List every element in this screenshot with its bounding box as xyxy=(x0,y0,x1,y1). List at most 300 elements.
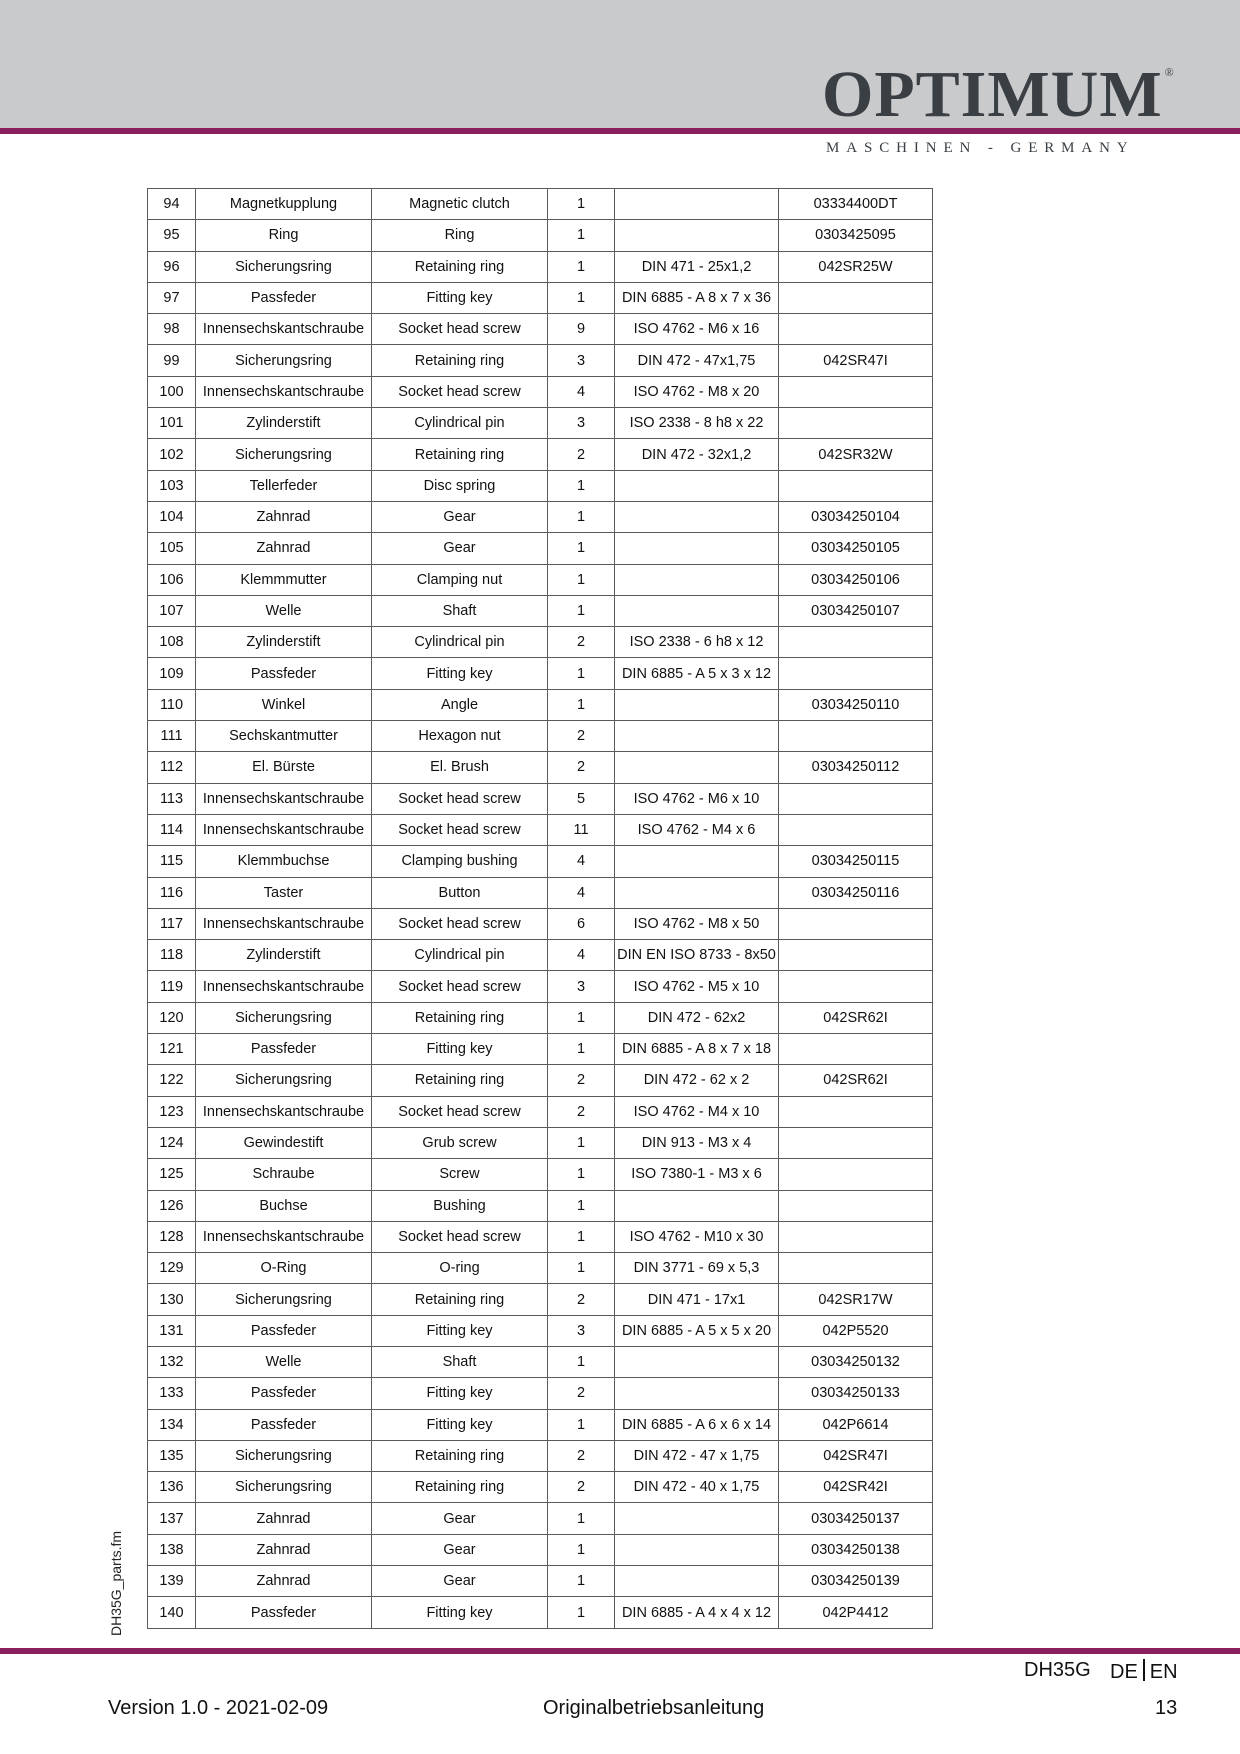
cell-name-en: O-ring xyxy=(372,1253,548,1284)
cell-item-no: 042SR62I xyxy=(779,1002,933,1033)
cell-size: DIN 472 - 47 x 1,75 xyxy=(615,1440,779,1471)
cell-size xyxy=(615,689,779,720)
cell-name-en: Gear xyxy=(372,1503,548,1534)
cell-pos: 103 xyxy=(148,470,196,501)
table-row xyxy=(148,721,933,752)
cell-name-de: Zahnrad xyxy=(196,1566,372,1597)
cell-name-en: Retaining ring xyxy=(372,345,548,376)
cell-size: DIN 6885 - A 8 x 7 x 36 xyxy=(615,282,779,313)
cell-name-en: Cylindrical pin xyxy=(372,940,548,971)
parts-table xyxy=(147,188,933,1629)
cell-size xyxy=(615,1190,779,1221)
cell-item-no xyxy=(779,1253,933,1284)
cell-pos: 133 xyxy=(148,1378,196,1409)
table-row xyxy=(148,877,933,908)
table-row xyxy=(148,314,933,345)
table-row xyxy=(148,595,933,626)
cell-pos: 109 xyxy=(148,658,196,689)
lang-separator xyxy=(1143,1659,1145,1681)
cell-size: ISO 7380-1 - M3 x 6 xyxy=(615,1159,779,1190)
cell-name-de: Sicherungsring xyxy=(196,1440,372,1471)
cell-qty: 4 xyxy=(548,376,615,407)
cell-qty: 1 xyxy=(548,501,615,532)
cell-name-en: Fitting key xyxy=(372,1409,548,1440)
table-row xyxy=(148,846,933,877)
cell-name-de: El. Bürste xyxy=(196,752,372,783)
cell-qty: 3 xyxy=(548,1315,615,1346)
table-row xyxy=(148,1284,933,1315)
cell-name-en: Fitting key xyxy=(372,1378,548,1409)
cell-size xyxy=(615,1346,779,1377)
version-label: Version 1.0 - 2021-02-09 xyxy=(108,1697,329,1719)
cell-qty: 1 xyxy=(548,689,615,720)
cell-name-de: Zylinderstift xyxy=(196,627,372,658)
cell-qty: 2 xyxy=(548,1378,615,1409)
cell-name-de: Welle xyxy=(196,1346,372,1377)
cell-size xyxy=(615,189,779,220)
table-row xyxy=(148,408,933,439)
table-row xyxy=(148,1440,933,1471)
cell-qty: 3 xyxy=(548,408,615,439)
cell-pos: 113 xyxy=(148,783,196,814)
cell-size xyxy=(615,1534,779,1565)
cell-name-de: Zylinderstift xyxy=(196,940,372,971)
cell-pos: 110 xyxy=(148,689,196,720)
cell-name-de: Innensechskantschraube xyxy=(196,908,372,939)
cell-name-de: Winkel xyxy=(196,689,372,720)
cell-name-de: Passfeder xyxy=(196,1597,372,1628)
table-row xyxy=(148,1221,933,1252)
cell-item-no xyxy=(779,721,933,752)
cell-pos: 134 xyxy=(148,1409,196,1440)
cell-qty: 3 xyxy=(548,971,615,1002)
cell-size: DIN 471 - 17x1 xyxy=(615,1284,779,1315)
cell-qty: 1 xyxy=(548,251,615,282)
cell-qty: 1 xyxy=(548,1002,615,1033)
cell-name-en: Angle xyxy=(372,689,548,720)
table-row xyxy=(148,533,933,564)
brand-logo xyxy=(822,58,1175,131)
cell-qty: 1 xyxy=(548,220,615,251)
cell-qty: 1 xyxy=(548,564,615,595)
cell-size: ISO 4762 - M4 x 10 xyxy=(615,1096,779,1127)
cell-qty: 9 xyxy=(548,314,615,345)
cell-item-no xyxy=(779,376,933,407)
cell-size xyxy=(615,846,779,877)
cell-size xyxy=(615,1503,779,1534)
cell-qty: 1 xyxy=(548,1346,615,1377)
cell-pos: 114 xyxy=(148,814,196,845)
model-name: DH35G xyxy=(1024,1659,1091,1681)
cell-qty: 1 xyxy=(548,282,615,313)
cell-pos: 112 xyxy=(148,752,196,783)
cell-size: ISO 2338 - 6 h8 x 12 xyxy=(615,627,779,658)
cell-qty: 1 xyxy=(548,1034,615,1065)
cell-name-de: Ring xyxy=(196,220,372,251)
cell-qty: 2 xyxy=(548,1065,615,1096)
cell-name-de: Welle xyxy=(196,595,372,626)
cell-size: DIN EN ISO 8733 - 8x50 xyxy=(615,940,779,971)
cell-pos: 124 xyxy=(148,1127,196,1158)
table-row xyxy=(148,1190,933,1221)
cell-item-no xyxy=(779,1190,933,1221)
cell-qty: 1 xyxy=(548,1503,615,1534)
cell-name-de: Magnetkupplung xyxy=(196,189,372,220)
cell-size: DIN 472 - 47x1,75 xyxy=(615,345,779,376)
cell-name-en: Fitting key xyxy=(372,1597,548,1628)
cell-name-en: Retaining ring xyxy=(372,1065,548,1096)
table-row xyxy=(148,1127,933,1158)
table-row xyxy=(148,220,933,251)
page-number: 13 xyxy=(1155,1697,1178,1719)
cell-qty: 2 xyxy=(548,1284,615,1315)
cell-item-no: 03034250106 xyxy=(779,564,933,595)
table-row xyxy=(148,1159,933,1190)
cell-name-en: Retaining ring xyxy=(372,1002,548,1033)
cell-qty: 1 xyxy=(548,533,615,564)
cell-item-no xyxy=(779,783,933,814)
cell-item-no xyxy=(779,1159,933,1190)
cell-pos: 102 xyxy=(148,439,196,470)
table-row xyxy=(148,470,933,501)
cell-qty: 2 xyxy=(548,721,615,752)
cell-pos: 117 xyxy=(148,908,196,939)
table-row xyxy=(148,658,933,689)
cell-name-en: Gear xyxy=(372,1566,548,1597)
lang-de: DE xyxy=(1110,1661,1138,1683)
cell-name-de: O-Ring xyxy=(196,1253,372,1284)
cell-item-no xyxy=(779,814,933,845)
cell-pos: 129 xyxy=(148,1253,196,1284)
cell-qty: 1 xyxy=(548,470,615,501)
cell-name-de: Buchse xyxy=(196,1190,372,1221)
cell-pos: 137 xyxy=(148,1503,196,1534)
table-row xyxy=(148,376,933,407)
cell-name-en: Socket head screw xyxy=(372,1096,548,1127)
cell-name-en: Bushing xyxy=(372,1190,548,1221)
cell-name-de: Innensechskantschraube xyxy=(196,1221,372,1252)
cell-item-no: 042P6614 xyxy=(779,1409,933,1440)
cell-name-de: Zahnrad xyxy=(196,533,372,564)
cell-qty: 2 xyxy=(548,752,615,783)
file-name-label: DH35G_parts.fm xyxy=(108,1530,124,1636)
table-row xyxy=(148,1034,933,1065)
table-row xyxy=(148,940,933,971)
cell-item-no: 03034250133 xyxy=(779,1378,933,1409)
table-row xyxy=(148,1534,933,1565)
cell-qty: 4 xyxy=(548,846,615,877)
cell-size: ISO 4762 - M5 x 10 xyxy=(615,971,779,1002)
cell-pos: 94 xyxy=(148,189,196,220)
cell-name-de: Innensechskantschraube xyxy=(196,376,372,407)
cell-name-de: Innensechskantschraube xyxy=(196,1096,372,1127)
cell-size xyxy=(615,220,779,251)
cell-name-de: Taster xyxy=(196,877,372,908)
cell-pos: 116 xyxy=(148,877,196,908)
cell-name-en: Socket head screw xyxy=(372,1221,548,1252)
cell-pos: 139 xyxy=(148,1566,196,1597)
cell-pos: 120 xyxy=(148,1002,196,1033)
cell-pos: 108 xyxy=(148,627,196,658)
cell-name-en: Clamping nut xyxy=(372,564,548,595)
cell-size: ISO 4762 - M6 x 16 xyxy=(615,314,779,345)
cell-size xyxy=(615,564,779,595)
table-row xyxy=(148,345,933,376)
table-row xyxy=(148,1253,933,1284)
cell-item-no xyxy=(779,627,933,658)
cell-name-de: Sicherungsring xyxy=(196,1002,372,1033)
cell-size: ISO 4762 - M6 x 10 xyxy=(615,783,779,814)
cell-name-en: Socket head screw xyxy=(372,971,548,1002)
cell-item-no: 042P4412 xyxy=(779,1597,933,1628)
cell-item-no xyxy=(779,314,933,345)
cell-item-no: 03034250107 xyxy=(779,595,933,626)
table-row xyxy=(148,783,933,814)
cell-item-no: 03334400DT xyxy=(779,189,933,220)
cell-item-no: 042SR17W xyxy=(779,1284,933,1315)
cell-name-en: Retaining ring xyxy=(372,1440,548,1471)
cell-qty: 6 xyxy=(548,908,615,939)
cell-qty: 1 xyxy=(548,1597,615,1628)
cell-name-en: Socket head screw xyxy=(372,814,548,845)
cell-name-de: Innensechskantschraube xyxy=(196,314,372,345)
cell-name-en: Socket head screw xyxy=(372,908,548,939)
cell-size: ISO 4762 - M10 x 30 xyxy=(615,1221,779,1252)
cell-name-en: Grub screw xyxy=(372,1127,548,1158)
cell-size: ISO 4762 - M8 x 20 xyxy=(615,376,779,407)
cell-name-de: Sechskantmutter xyxy=(196,721,372,752)
cell-pos: 105 xyxy=(148,533,196,564)
table-row xyxy=(148,1378,933,1409)
cell-name-de: Klemmmutter xyxy=(196,564,372,595)
cell-item-no: 042SR47I xyxy=(779,1440,933,1471)
cell-qty: 1 xyxy=(548,595,615,626)
table-row xyxy=(148,971,933,1002)
cell-qty: 4 xyxy=(548,940,615,971)
table-row xyxy=(148,282,933,313)
cell-item-no xyxy=(779,1221,933,1252)
cell-qty: 11 xyxy=(548,814,615,845)
cell-size xyxy=(615,752,779,783)
cell-qty: 3 xyxy=(548,345,615,376)
cell-name-de: Sicherungsring xyxy=(196,1284,372,1315)
cell-qty: 2 xyxy=(548,627,615,658)
cell-size: DIN 472 - 62 x 2 xyxy=(615,1065,779,1096)
cell-name-en: Gear xyxy=(372,501,548,532)
cell-item-no xyxy=(779,282,933,313)
cell-pos: 100 xyxy=(148,376,196,407)
cell-size: DIN 472 - 32x1,2 xyxy=(615,439,779,470)
cell-size xyxy=(615,1378,779,1409)
table-row xyxy=(148,689,933,720)
cell-name-de: Sicherungsring xyxy=(196,345,372,376)
cell-size: DIN 913 - M3 x 4 xyxy=(615,1127,779,1158)
cell-name-de: Gewindestift xyxy=(196,1127,372,1158)
cell-size xyxy=(615,721,779,752)
cell-qty: 1 xyxy=(548,658,615,689)
cell-pos: 111 xyxy=(148,721,196,752)
cell-size: DIN 6885 - A 8 x 7 x 18 xyxy=(615,1034,779,1065)
cell-size: ISO 4762 - M4 x 6 xyxy=(615,814,779,845)
cell-item-no: 042SR47I xyxy=(779,345,933,376)
cell-name-en: Ring xyxy=(372,220,548,251)
cell-item-no: 03034250116 xyxy=(779,877,933,908)
cell-pos: 138 xyxy=(148,1534,196,1565)
cell-item-no xyxy=(779,1034,933,1065)
cell-size xyxy=(615,533,779,564)
cell-pos: 125 xyxy=(148,1159,196,1190)
cell-qty: 1 xyxy=(548,1566,615,1597)
cell-name-en: Hexagon nut xyxy=(372,721,548,752)
cell-item-no: 03034250132 xyxy=(779,1346,933,1377)
table-row xyxy=(148,564,933,595)
cell-item-no: 042SR32W xyxy=(779,439,933,470)
table-row xyxy=(148,1503,933,1534)
cell-item-no xyxy=(779,971,933,1002)
cell-size: DIN 6885 - A 5 x 3 x 12 xyxy=(615,658,779,689)
cell-name-de: Innensechskantschraube xyxy=(196,783,372,814)
parts-table-body xyxy=(148,189,933,1629)
cell-name-en: Magnetic clutch xyxy=(372,189,548,220)
cell-pos: 132 xyxy=(148,1346,196,1377)
cell-pos: 97 xyxy=(148,282,196,313)
cell-pos: 140 xyxy=(148,1597,196,1628)
cell-pos: 136 xyxy=(148,1472,196,1503)
cell-qty: 1 xyxy=(548,189,615,220)
cell-item-no: 03034250139 xyxy=(779,1566,933,1597)
cell-item-no: 03034250115 xyxy=(779,846,933,877)
cell-item-no: 03034250137 xyxy=(779,1503,933,1534)
cell-name-en: Fitting key xyxy=(372,1034,548,1065)
cell-size: DIN 472 - 62x2 xyxy=(615,1002,779,1033)
cell-name-de: Passfeder xyxy=(196,1378,372,1409)
table-row xyxy=(148,1315,933,1346)
table-row xyxy=(148,752,933,783)
cell-item-no: 03034250104 xyxy=(779,501,933,532)
table-row xyxy=(148,1409,933,1440)
cell-qty: 1 xyxy=(548,1253,615,1284)
cell-name-en: Fitting key xyxy=(372,282,548,313)
cell-item-no: 042SR25W xyxy=(779,251,933,282)
cell-name-en: Disc spring xyxy=(372,470,548,501)
table-row xyxy=(148,908,933,939)
footer-divider xyxy=(0,1648,1240,1654)
cell-name-en: El. Brush xyxy=(372,752,548,783)
cell-item-no: 0303425095 xyxy=(779,220,933,251)
cell-qty: 2 xyxy=(548,1096,615,1127)
cell-pos: 96 xyxy=(148,251,196,282)
table-row xyxy=(148,1065,933,1096)
cell-size: DIN 471 - 25x1,2 xyxy=(615,251,779,282)
cell-qty: 2 xyxy=(548,1440,615,1471)
registered-mark: ® xyxy=(1164,65,1175,79)
cell-pos: 101 xyxy=(148,408,196,439)
cell-name-de: Sicherungsring xyxy=(196,251,372,282)
cell-name-en: Retaining ring xyxy=(372,439,548,470)
table-row xyxy=(148,1096,933,1127)
cell-name-de: Passfeder xyxy=(196,282,372,313)
table-row xyxy=(148,627,933,658)
cell-pos: 123 xyxy=(148,1096,196,1127)
cell-item-no xyxy=(779,658,933,689)
table-row xyxy=(148,1472,933,1503)
cell-name-en: Gear xyxy=(372,533,548,564)
cell-qty: 2 xyxy=(548,1472,615,1503)
cell-size xyxy=(615,877,779,908)
cell-pos: 95 xyxy=(148,220,196,251)
cell-pos: 128 xyxy=(148,1221,196,1252)
cell-size xyxy=(615,1566,779,1597)
cell-name-en: Fitting key xyxy=(372,658,548,689)
table-row xyxy=(148,1566,933,1597)
cell-name-en: Retaining ring xyxy=(372,251,548,282)
cell-item-no: 03034250110 xyxy=(779,689,933,720)
cell-name-de: Passfeder xyxy=(196,1034,372,1065)
cell-size: ISO 2338 - 8 h8 x 22 xyxy=(615,408,779,439)
cell-size: DIN 3771 - 69 x 5,3 xyxy=(615,1253,779,1284)
cell-name-en: Button xyxy=(372,877,548,908)
document-title: Originalbetriebsanleitung xyxy=(543,1697,765,1719)
cell-name-de: Passfeder xyxy=(196,1409,372,1440)
lang-en: EN xyxy=(1149,1661,1178,1683)
cell-size xyxy=(615,470,779,501)
cell-name-en: Socket head screw xyxy=(372,314,548,345)
table-row xyxy=(148,501,933,532)
cell-item-no xyxy=(779,1127,933,1158)
cell-item-no xyxy=(779,1096,933,1127)
cell-name-de: Innensechskantschraube xyxy=(196,814,372,845)
cell-pos: 119 xyxy=(148,971,196,1002)
cell-name-de: Klemmbuchse xyxy=(196,846,372,877)
cell-pos: 130 xyxy=(148,1284,196,1315)
cell-name-en: Shaft xyxy=(372,1346,548,1377)
cell-pos: 121 xyxy=(148,1034,196,1065)
cell-size: DIN 6885 - A 4 x 4 x 12 xyxy=(615,1597,779,1628)
cell-name-en: Gear xyxy=(372,1534,548,1565)
cell-qty: 1 xyxy=(548,1534,615,1565)
cell-pos: 106 xyxy=(148,564,196,595)
cell-name-de: Sicherungsring xyxy=(196,439,372,470)
cell-item-no xyxy=(779,470,933,501)
cell-pos: 107 xyxy=(148,595,196,626)
cell-name-en: Socket head screw xyxy=(372,376,548,407)
cell-name-de: Zahnrad xyxy=(196,1534,372,1565)
cell-size xyxy=(615,501,779,532)
brand-name: OPTIMUM xyxy=(822,58,1163,131)
table-row xyxy=(148,189,933,220)
cell-qty: 2 xyxy=(548,439,615,470)
cell-item-no xyxy=(779,408,933,439)
table-row xyxy=(148,1002,933,1033)
cell-name-en: Cylindrical pin xyxy=(372,408,548,439)
cell-pos: 98 xyxy=(148,314,196,345)
cell-item-no: 03034250105 xyxy=(779,533,933,564)
cell-name-de: Zahnrad xyxy=(196,501,372,532)
cell-name-de: Schraube xyxy=(196,1159,372,1190)
cell-name-en: Clamping bushing xyxy=(372,846,548,877)
cell-name-en: Screw xyxy=(372,1159,548,1190)
cell-name-en: Retaining ring xyxy=(372,1472,548,1503)
cell-item-no xyxy=(779,908,933,939)
cell-name-en: Shaft xyxy=(372,595,548,626)
cell-item-no xyxy=(779,940,933,971)
cell-pos: 115 xyxy=(148,846,196,877)
cell-name-en: Cylindrical pin xyxy=(372,627,548,658)
cell-name-de: Tellerfeder xyxy=(196,470,372,501)
table-row xyxy=(148,439,933,470)
table-row xyxy=(148,814,933,845)
cell-qty: 1 xyxy=(548,1190,615,1221)
